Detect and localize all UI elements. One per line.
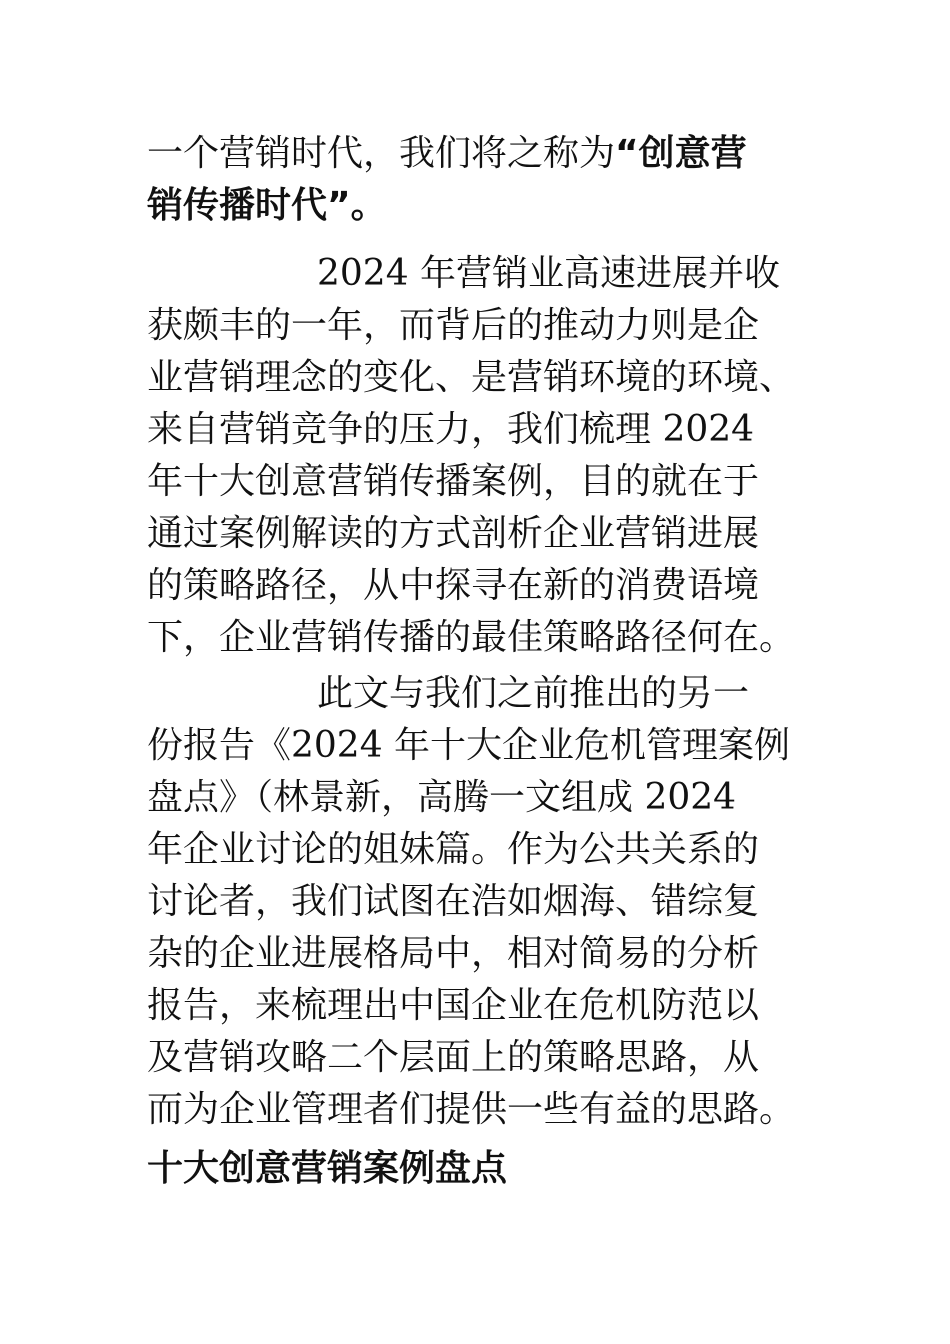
- paragraph-1-line: 来自营销竞争的压力，我们梳理 2024: [147, 409, 755, 450]
- paragraph-1-line: 获颇丰的一年，而背后的推动力则是企: [147, 305, 760, 346]
- paragraph-2-line: 盘点》（林景新，高腾一文组成 2024: [147, 777, 737, 818]
- paragraph-2-line: 份报告《2024 年十大企业危机管理案例: [147, 725, 791, 766]
- paragraph-2-line: 年企业讨论的姐妹篇。作为公共关系的: [147, 829, 760, 870]
- paragraph-1-line: 年十大创意营销传播案例，目的就在于: [147, 461, 760, 502]
- paragraph-1-line: 下，企业营销传播的最佳策略路径何在。: [147, 617, 796, 658]
- intro-line-2: 销传播时代”。: [147, 185, 387, 226]
- intro-line-1-plain: 一个营销时代，我们将之称为: [147, 133, 616, 174]
- intro-text: [147, 128, 807, 232]
- section-heading-text: 十大创意营销案例盘点: [147, 1148, 508, 1189]
- intro-line-1-bold: “创意营: [615, 133, 747, 174]
- paragraph-2-line: 杂的企业进展格局中，相对简易的分析: [147, 933, 760, 974]
- paragraph-2-line: 此文与我们之前推出的另一: [317, 673, 750, 714]
- section-heading: [147, 1143, 807, 1195]
- paragraph-2: [147, 668, 807, 1136]
- paragraph-2-line: 报告，来梳理出中国企业在危机防范以: [147, 985, 760, 1026]
- paragraph-1-line: 2024 年营销业高速进展并收: [317, 253, 781, 294]
- intro-line-1: [147, 128, 807, 180]
- paragraph-2-line: 讨论者，我们试图在浩如烟海、错综复: [147, 881, 760, 922]
- paragraph-1-line: 通过案例解读的方式剖析企业营销进展: [147, 513, 760, 554]
- paragraph-1-line: 业营销理念的变化、是营销环境的环境、: [147, 357, 796, 398]
- paragraph-1-line: 的策略路径，从中探寻在新的消费语境: [147, 565, 760, 606]
- paragraph-2-line: 而为企业管理者们提供一些有益的思路。: [147, 1089, 796, 1130]
- paragraph-1: [147, 248, 807, 664]
- paragraph-2-line: 及营销攻略二个层面上的策略思路，从: [147, 1037, 760, 1078]
